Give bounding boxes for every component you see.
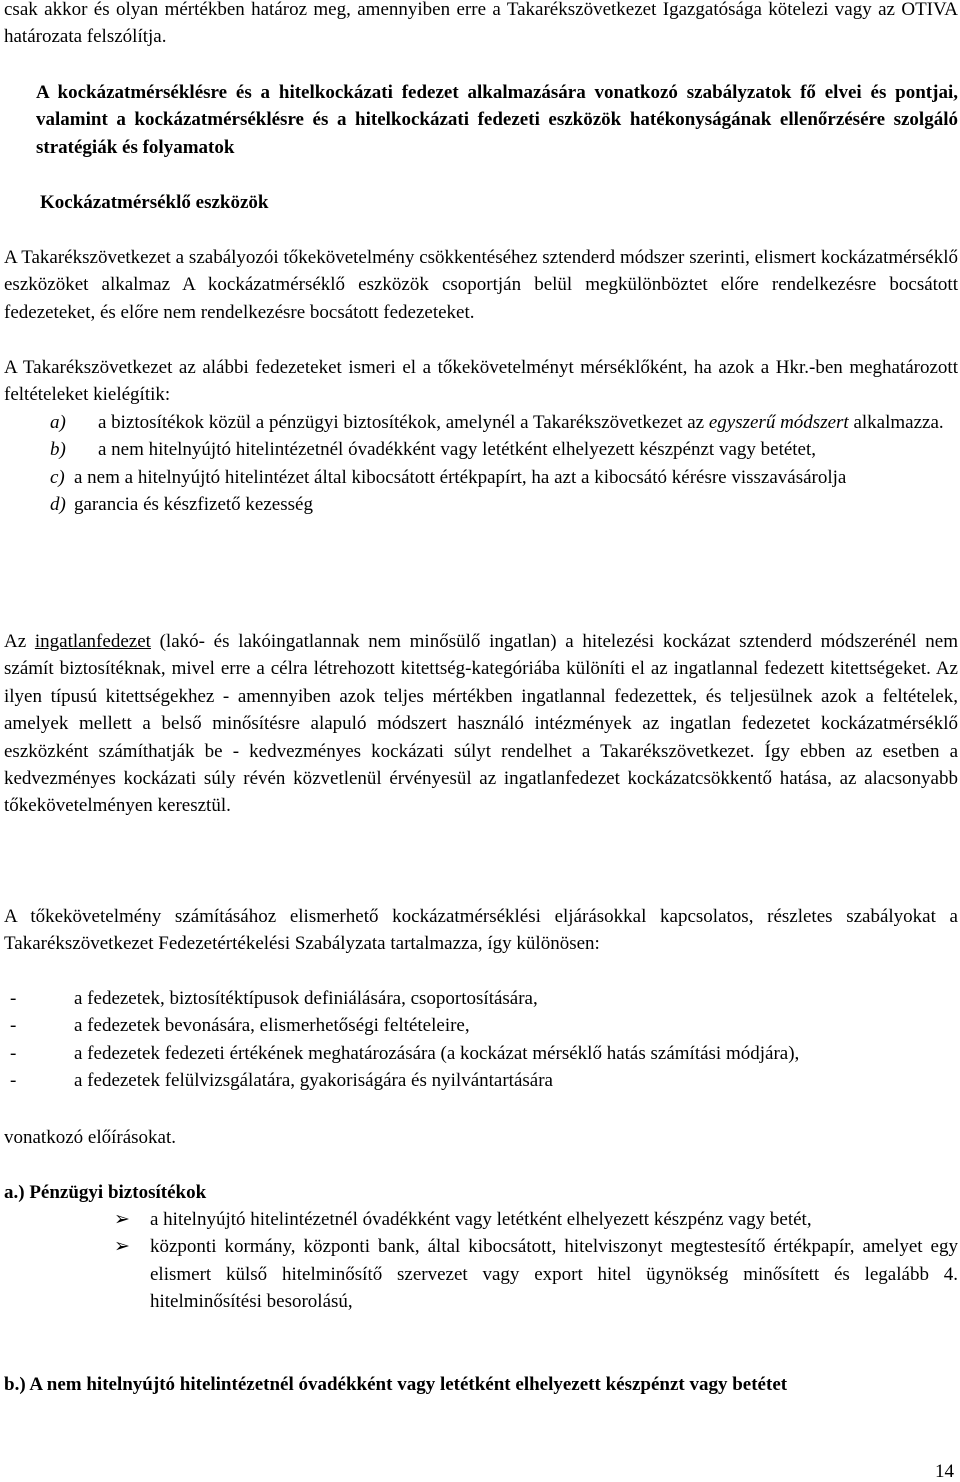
item-a-italic: egyszerű módszert <box>708 412 849 433</box>
dash-item-text: a fedezetek, biztosítéktípusok definiálására, csoportosítására, <box>74 988 538 1009</box>
arrow-item <box>4 1233 958 1315</box>
dash-marker: - <box>10 988 17 1009</box>
paragraph-tools-intro: A Takarékszövetkezet a szabályozói tőkekövetelmény csökkentéséhez sztenderd módszer szerinti, elismert kockázatmérséklő eszközöket alkalmaz A kockázatmérséklő eszközök csoportján belül megkülönböztet előre rendelkezésre bocsátott fedezeteket, és előre nem rendelkezésre bocsátott fedezeteket. <box>4 247 958 323</box>
arrow-item-text: központi kormány, központi bank, által kibocsátott, hitelviszonyt megtestesítő értékpapír, amelyet egy elismert külső hitelminősítő szervezet vagy export hitel ügynökség minősített és legalább 4. hitelminősítési besorolású, <box>150 1236 958 1313</box>
arrow-item <box>4 1206 958 1233</box>
dash-item <box>4 1012 958 1039</box>
arrow-list <box>4 1206 958 1316</box>
para3-start: Az <box>4 631 27 652</box>
item-c-text: a nem a hitelnyújtó hitelintézet által kibocsátott értékpapírt, ha azt a kibocsátó kérésre visszavásárolja <box>74 466 847 488</box>
item-b-text: a nem hitelnyújtó hitelintézetnél óvadékként vagy letétként elhelyezett készpénzt vagy betétet, <box>98 439 817 461</box>
dash-list <box>4 985 958 1095</box>
dash-item-text: a fedezetek felülvizsgálatára, gyakoriságára és nyilvántartására <box>74 1070 553 1092</box>
main-heading-text: A kockázatmérséklésre és a hitelkockázati fedezet alkalmazására vonatkozó szabályzatok fő elvei és pontjai, valamint a kockázatmérséklésre és a hitelkockázati fedezeti eszközök hatékonyságának ellenőrzésére szolgáló stratégiák és folyamatok <box>36 82 958 158</box>
item-a-end: alkalmazza. <box>853 412 944 433</box>
para3-underlined: ingatlanfedezet <box>34 631 151 652</box>
paragraph-regulations-end: vonatkozó előírásokat. <box>4 1127 177 1148</box>
collateral-list <box>50 409 958 519</box>
item-b-marker: b) <box>50 439 66 461</box>
page-number: 14 <box>935 1461 954 1482</box>
item-d-text: garancia és készfizető kezesség <box>74 494 313 516</box>
dash-item <box>4 1067 958 1094</box>
list-item-d <box>50 491 958 518</box>
arrow-bullet-icon: ➢ <box>114 1236 130 1258</box>
list-item-a <box>50 409 958 436</box>
dash-item <box>4 1040 958 1067</box>
intro-paragraph: csak akkor és olyan mértékben határoz meg, amennyiben erre a Takarékszövetkezet Igazgatósága kötelezi vagy az OTIVA határozata felszólítja. <box>4 0 958 48</box>
item-a-marker: a) <box>50 412 66 433</box>
arrow-bullet-icon: ➢ <box>114 1209 130 1230</box>
dash-marker: - <box>10 1015 17 1037</box>
paragraph-real-estate <box>4 628 958 820</box>
subheading-risk-mitigation-tools: Kockázatmérséklő eszközök <box>40 192 269 213</box>
dash-item <box>4 985 958 1012</box>
dash-marker: - <box>10 1042 17 1064</box>
item-d-marker: d) <box>50 494 66 516</box>
paragraph-accepted-collateral: A Takarékszövetkezet az alábbi fedezeteket ismeri el a tőkekövetelményt mérséklőként, ha azok a Hkr.-ben meghatározott feltételeket kielégítik: <box>4 357 958 406</box>
list-item-c <box>50 464 958 491</box>
dash-item-text: a fedezetek bevonására, elismerhetőségi feltételeire, <box>74 1015 470 1037</box>
main-heading <box>4 79 958 161</box>
section-b-title: b.) A nem hitelnyújtó hitelintézetnél óvadékként vagy letétként elhelyezett készpénzt vagy betétet <box>4 1374 788 1395</box>
dash-item-text: a fedezetek fedezeti értékének meghatározására (a kockázat mérséklő hatás számítási módjára), <box>74 1042 800 1064</box>
arrow-item-text: a hitelnyújtó hitelintézetnél óvadékként vagy letétként elhelyezett készpénz vagy betét, <box>150 1209 812 1230</box>
para3-rest: (lakó- és lakóingatlannak nem minősülő ingatlan) a hitelezési kockázat sztenderd módszerénél nem számít biztosítéknak, mivel erre a célra létrehozott kitettség-kategóriába különíti el az ingatlannal fedezett kitettségeket. Az ilyen típusú kitettségekhez - amennyiben azok teljes mértékben ingatlannal fedezettek, és teljesülnek azok a feltételek, amelyek mellett a belső minősítésre alapuló módszert használó intézmények az ingatlan fedezetet kockázatmérséklő eszközként számíthatják be - kedvezményes kockázati súlyt rendelhet a Takarékszövetkezet. Így ebben az esetben a kedvezményes kockázati súly révén közvetlenül érvényesül az ingatlanfedezet kockázatcsökkentő hatása, az alacsonyabb tőkekövetelményen keresztül. <box>4 631 958 817</box>
section-a-title: a.) Pénzügyi biztosítékok <box>4 1182 207 1203</box>
item-c-marker: c) <box>50 466 65 488</box>
dash-marker: - <box>10 1070 17 1092</box>
item-a-text: a biztosítékok közül a pénzügyi biztosítékok, amelynél a Takarékszövetkezet az <box>98 412 705 433</box>
list-item-b <box>50 436 958 463</box>
paragraph-capital-requirement: A tőkekövetelmény számításához elismerhető kockázatmérséklési eljárásokkal kapcsolatos, részletes szabályokat a Takarékszövetkezet Fedezetértékelési Szabályzata tartalmazza, így különösen: <box>4 906 958 955</box>
